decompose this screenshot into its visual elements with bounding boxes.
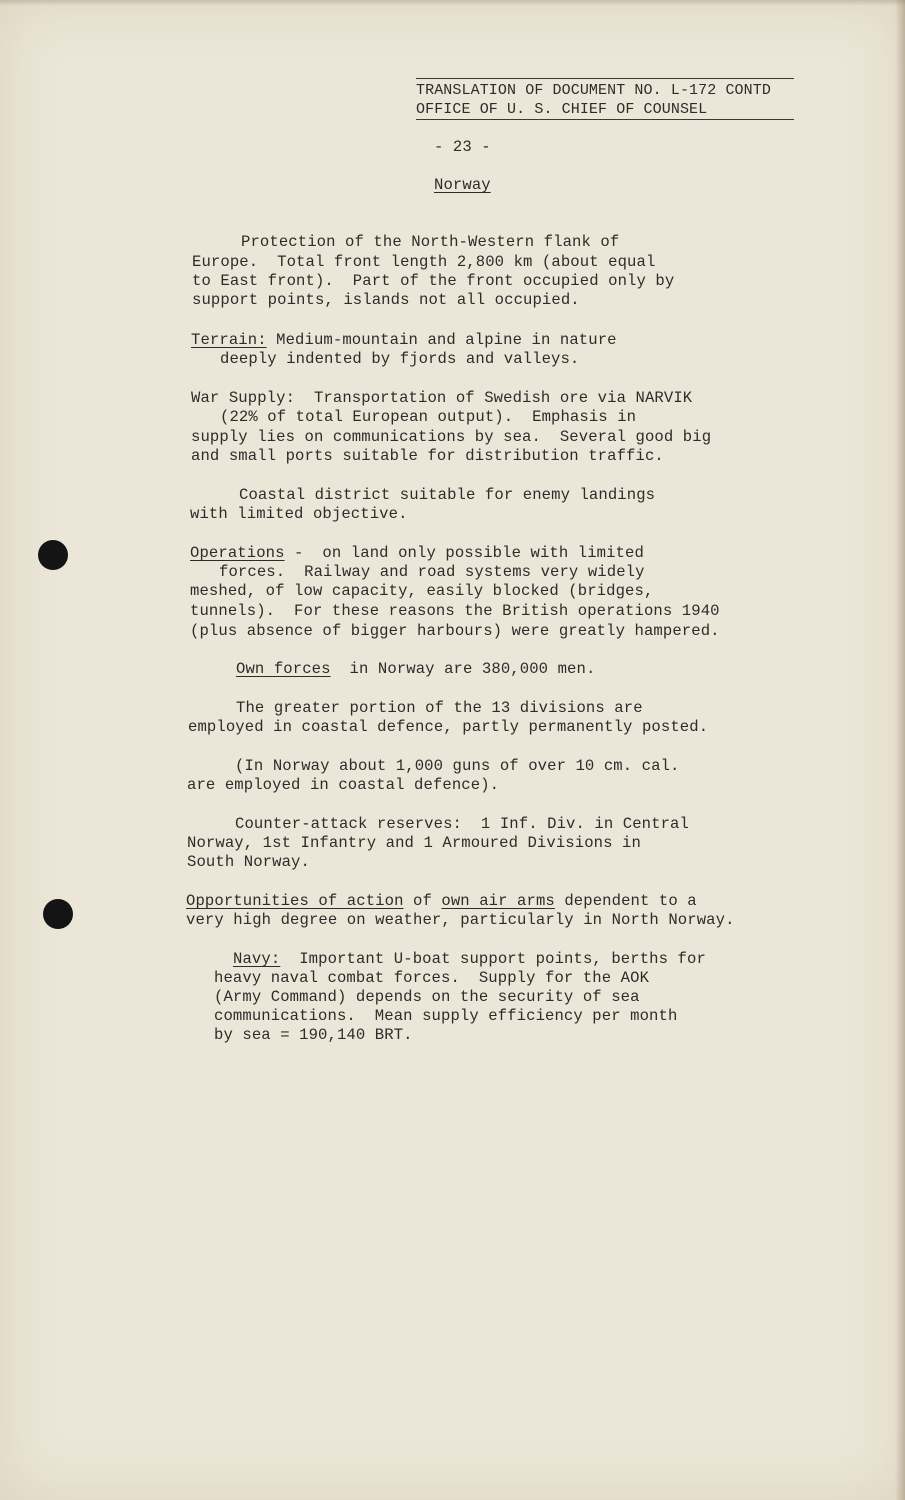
operations-line: tunnels). For these reasons the British operations 1940 [190, 602, 720, 620]
war-supply-line: (22% of total European output). Emphasis in [220, 408, 637, 426]
punch-hole [43, 899, 73, 929]
air-paragraph [186, 892, 697, 911]
navy-line: communications. Mean supply efficiency per month [214, 1007, 678, 1025]
navy-line: heavy naval combat forces. Supply for the AOK [214, 969, 650, 987]
air-label-opportunities: Opportunities of action [186, 892, 404, 910]
operations-text: - on land only possible with limited [284, 544, 644, 562]
reserves-line: Norway, 1st Infantry and 1 Armoured Divisions in [187, 834, 641, 852]
coastal-line: with limited objective. [190, 505, 408, 523]
navy-paragraph [233, 950, 706, 969]
punch-hole [38, 540, 68, 570]
guns-line: (In Norway about 1,000 guns of over 10 cm. cal. [235, 757, 680, 775]
own-forces-text: in Norway are 380,000 men. [330, 660, 596, 678]
guns-line: are employed in coastal defence). [187, 776, 500, 794]
divisions-line: employed in coastal defence, partly permanently posted. [188, 718, 709, 736]
reserves-line: South Norway. [187, 853, 310, 871]
air-mid: of [403, 892, 442, 910]
terrain-text: Medium-mountain and alpine in nature [266, 331, 617, 349]
operations-paragraph [190, 544, 644, 563]
air-line: very high degree on weather, particularly in North Norway. [186, 911, 735, 929]
operations-line: meshed, of low capacity, easily blocked (bridges, [190, 582, 654, 600]
navy-label: Navy: [233, 950, 281, 968]
navy-line: (Army Command) depends on the security of sea [214, 988, 640, 1006]
reserves-line: Counter-attack reserves: 1 Inf. Div. in Central [235, 815, 689, 833]
header-document-line: TRANSLATION OF DOCUMENT NO. L-172 CONTD [416, 82, 771, 99]
navy-line: by sea = 190,140 BRT. [214, 1026, 413, 1044]
intro-line: Protection of the North-Western flank of [241, 233, 620, 251]
divisions-line: The greater portion of the 13 divisions are [236, 699, 643, 717]
page-edge-top [0, 0, 905, 6]
coastal-line: Coastal district suitable for enemy landings [239, 486, 656, 504]
header-top-rule [416, 78, 794, 79]
war-supply-line: War Supply: Transportation of Swedish ore via NARVIK [191, 389, 693, 407]
terrain-paragraph [191, 331, 617, 350]
war-supply-line: and small ports suitable for distribution traffic. [191, 447, 664, 465]
air-label-arms: own air arms [441, 892, 555, 910]
page-edge-right [895, 0, 905, 1500]
header-bottom-rule [416, 119, 794, 120]
operations-line: (plus absence of bigger harbours) were greatly hampered. [190, 622, 720, 640]
operations-label: Operations [190, 544, 285, 562]
section-title: Norway [434, 176, 491, 194]
war-supply-line: supply lies on communications by sea. Several good big [191, 428, 712, 446]
own-forces-paragraph [236, 660, 595, 679]
own-forces-label: Own forces [236, 660, 331, 678]
page-number: - 23 - [434, 138, 491, 156]
intro-line: support points, islands not all occupied. [192, 291, 580, 309]
terrain-label: Terrain: [191, 331, 267, 349]
intro-line: Europe. Total front length 2,800 km (about equal [192, 253, 656, 271]
navy-text: Important U-boat support points, berths for [280, 950, 706, 968]
operations-line: forces. Railway and road systems very widely [219, 563, 645, 581]
air-text: dependent to a [554, 892, 697, 910]
intro-line: to East front). Part of the front occupied only by [192, 272, 675, 290]
header-office-line: OFFICE OF U. S. CHIEF OF COUNSEL [416, 101, 708, 118]
terrain-line: deeply indented by fjords and valleys. [220, 350, 580, 368]
